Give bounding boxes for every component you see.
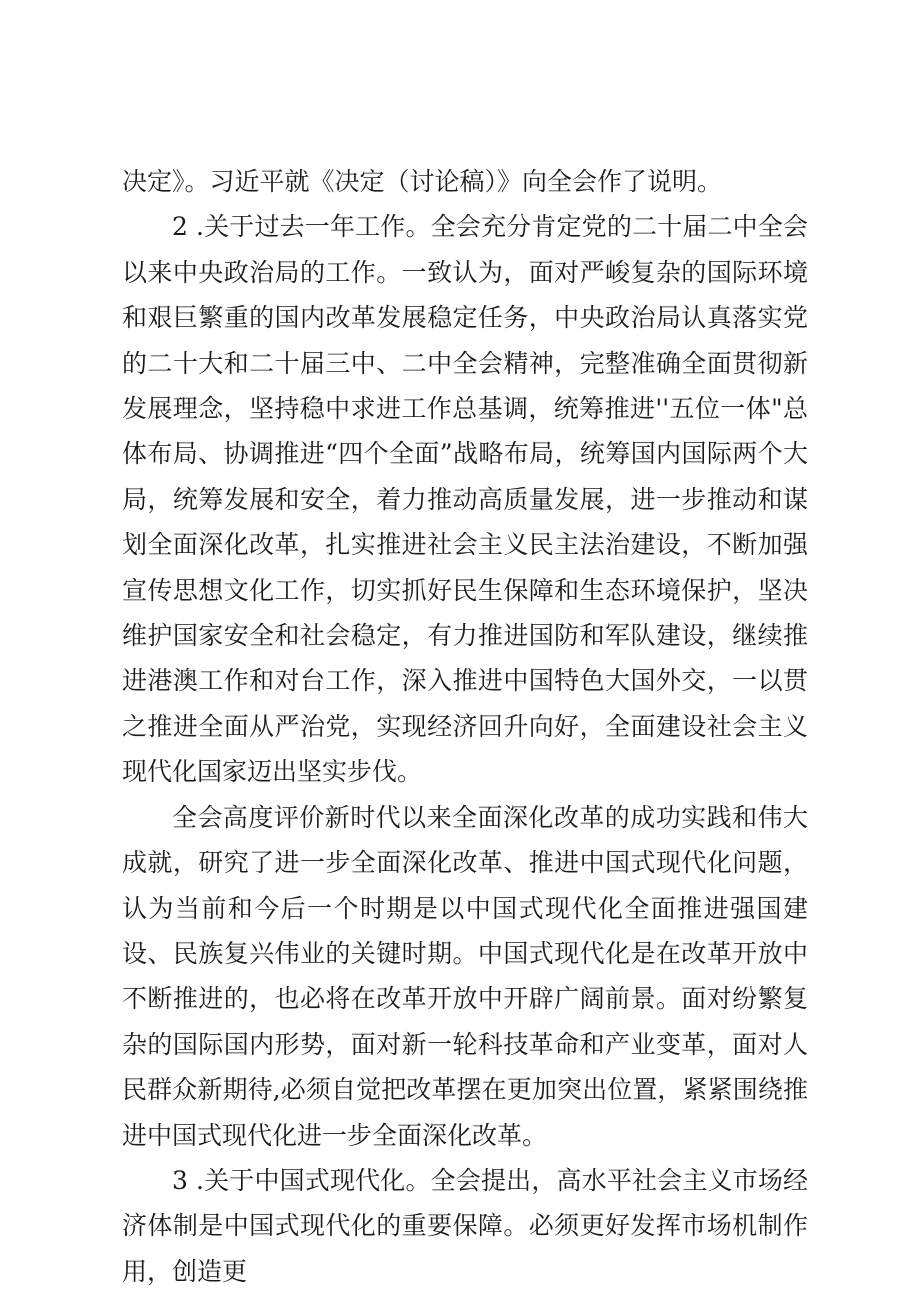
paragraph-3: 全会高度评价新时代以来全面深化改革的成功实践和伟大成就，研究了进一步全面深化改革、推进中国式现代化问题，认为当前和今后一个时期是以中国式现代化全面推进强国建设、民族复兴伟业的关键时期。中国式现代化是在改革开放中不断推进的，也必将在改革开放中开辟广阔前景。面对纷繁复杂的国际国内形势，面对新一轮科技革命和产业变革，面对人民群众新期待,必须自觉把改革摆在更加突出位置，紧紧围绕推进中国式现代化进一步全面深化改革。 <box>122 802 808 1150</box>
paragraph-4: 3 .关于中国式现代化。全会提出，高水平社会主义市场经济体制是中国式现代化的重要保障。必须更好发挥市场机制作用，创造更 <box>122 1165 808 1286</box>
document-page <box>122 159 808 1294</box>
paragraph-1: 决定》。习近平就《决定（讨论稿）》向全会作了说明。 <box>122 167 723 196</box>
paragraph-2: 2 .关于过去一年工作。全会充分肯定党的二十届二中全会以来中央政治局的工作。一致认为，面对严峻复杂的国际环境和艰巨繁重的国内改革发展稳定任务，中央政治局认真落实党的二十大和二十届三中、二中全会精神，完整准确全面贯彻新发展理念，坚持稳中求进工作总基调，统筹推进''五位一体"总体布局、协调推进“四个全面”战略布局，统筹国内国际两个大局，统筹发展和安全，着力推动高质量发展，进一步推动和谋划全面深化改革，扎实推进社会主义民主法治建设，不断加强宣传思想文化工作，切实抓好民生保障和生态环境保护，坚决维护国家安全和社会稳定，有力推进国防和军队建设，继续推进港澳工作和对台工作，深入推进中国特色大国外交，一以贯之推进全面从严治党，实现经济回升向好，全面建设社会主义现代化国家迈出坚实步伐。 <box>122 212 808 787</box>
